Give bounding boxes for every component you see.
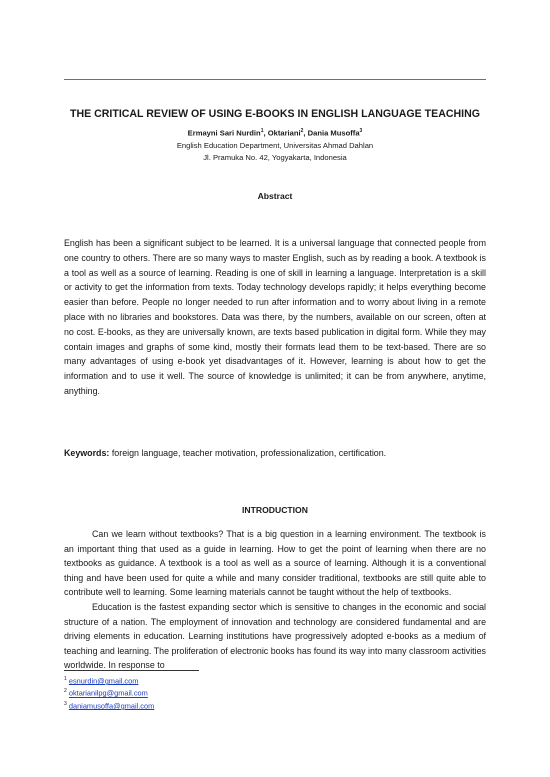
paper-title: THE CRITICAL REVIEW OF USING E-BOOKS IN ENGLISH LANGUAGE TEACHING (69, 108, 481, 120)
author-name: Dania Musoffa (307, 128, 360, 138)
affiliation: English Education Department, Universitas Ahmad Dahlan (176, 141, 374, 150)
email-link[interactable]: daniamusoffa@gmail.com (68, 701, 155, 711)
paragraph: Education is the fastest expanding sector which is sensitive to changes in the economic and social structure of a nation. The employment of innovation and technology are considered fundamental and are driving elements in education. Learning institutions have progressively adopted e-books as a medium of teaching and learning. The proliferation of electronic books has found its way into many classroom activities worldwide. In response to (64, 601, 486, 671)
author-mark: 2 (300, 128, 304, 134)
abstract-text: English has been a significant subject to be learned. It is a universal language that connected people from one country to others. There are so many ways to master English, such as by reading a book. A textbook is a tool as well as a source of learning. Reading is one of skill in learning a language. Interpretation is a skill or activity to get the information from texts. Today technology develops rapidly; it helps everything become easier than before. People no longer needed to run after information and to worry about living in a remote place with no libraries and bookstores. Data was there, by the numbers, available on our screen, often at no cost. E-books, as they are universally known, are texts based publication in digital form. While they may contain images and graphs of some kind, mostly their formats lead them to be text-based. There are so many advantages of using e-book yet disadvantages of it. However, learning is about how to get the information and to use it well. The source of knowledge is unlimited; it can be from anywhere, anytime, anything. (64, 238, 486, 396)
keywords-label: Keywords: (64, 448, 110, 458)
footnote-rule (64, 670, 199, 671)
author-mark: 3 (359, 128, 363, 134)
footnote: $^1$ esnurdin@gmail.com (64, 676, 139, 686)
header-rule (64, 79, 486, 80)
author-name: Ermayni Sari Nurdin (187, 128, 261, 138)
footnote: $^2$ oktarianilpg@gmail.com (64, 688, 148, 698)
footnotes (64, 674, 364, 711)
keywords-line (64, 448, 486, 458)
introduction-body (64, 527, 486, 673)
abstract-heading: Abstract (257, 191, 293, 201)
address: Jl. Pramuka No. 42, Yogyakarta, Indonesia (203, 153, 347, 162)
email-link[interactable]: oktarianilpg@gmail.com (68, 688, 148, 698)
keywords-text: foreign language, teacher motivation, professionalization, certification. (109, 448, 387, 458)
author-line: Ermayni Sari Nurdin$^1$, Oktariani$^2$, Dania Musoffa$^3$ (187, 128, 363, 138)
introduction-heading: INTRODUCTION (242, 505, 308, 515)
author-name: Oktariani (267, 128, 301, 138)
footnote: $^3$ daniamusoffa@gmail.com (64, 700, 155, 711)
author-mark: 1 (260, 128, 264, 134)
email-link[interactable]: esnurdin@gmail.com (68, 676, 139, 686)
paragraph: Can we learn without textbooks? That is a big question in a learning environment. The textbook is an important thing that used as a guide in learning. How to get the point of learning when there are no textbooks as guidance. A textbook is a tool as well as a source of learning. Although it is a conventional thing and have been used for quite a while and many consider traditional, textbooks are still quite able to contribute well to learning. Some learning materials cannot be taught without the help of textbooks. (64, 529, 486, 598)
